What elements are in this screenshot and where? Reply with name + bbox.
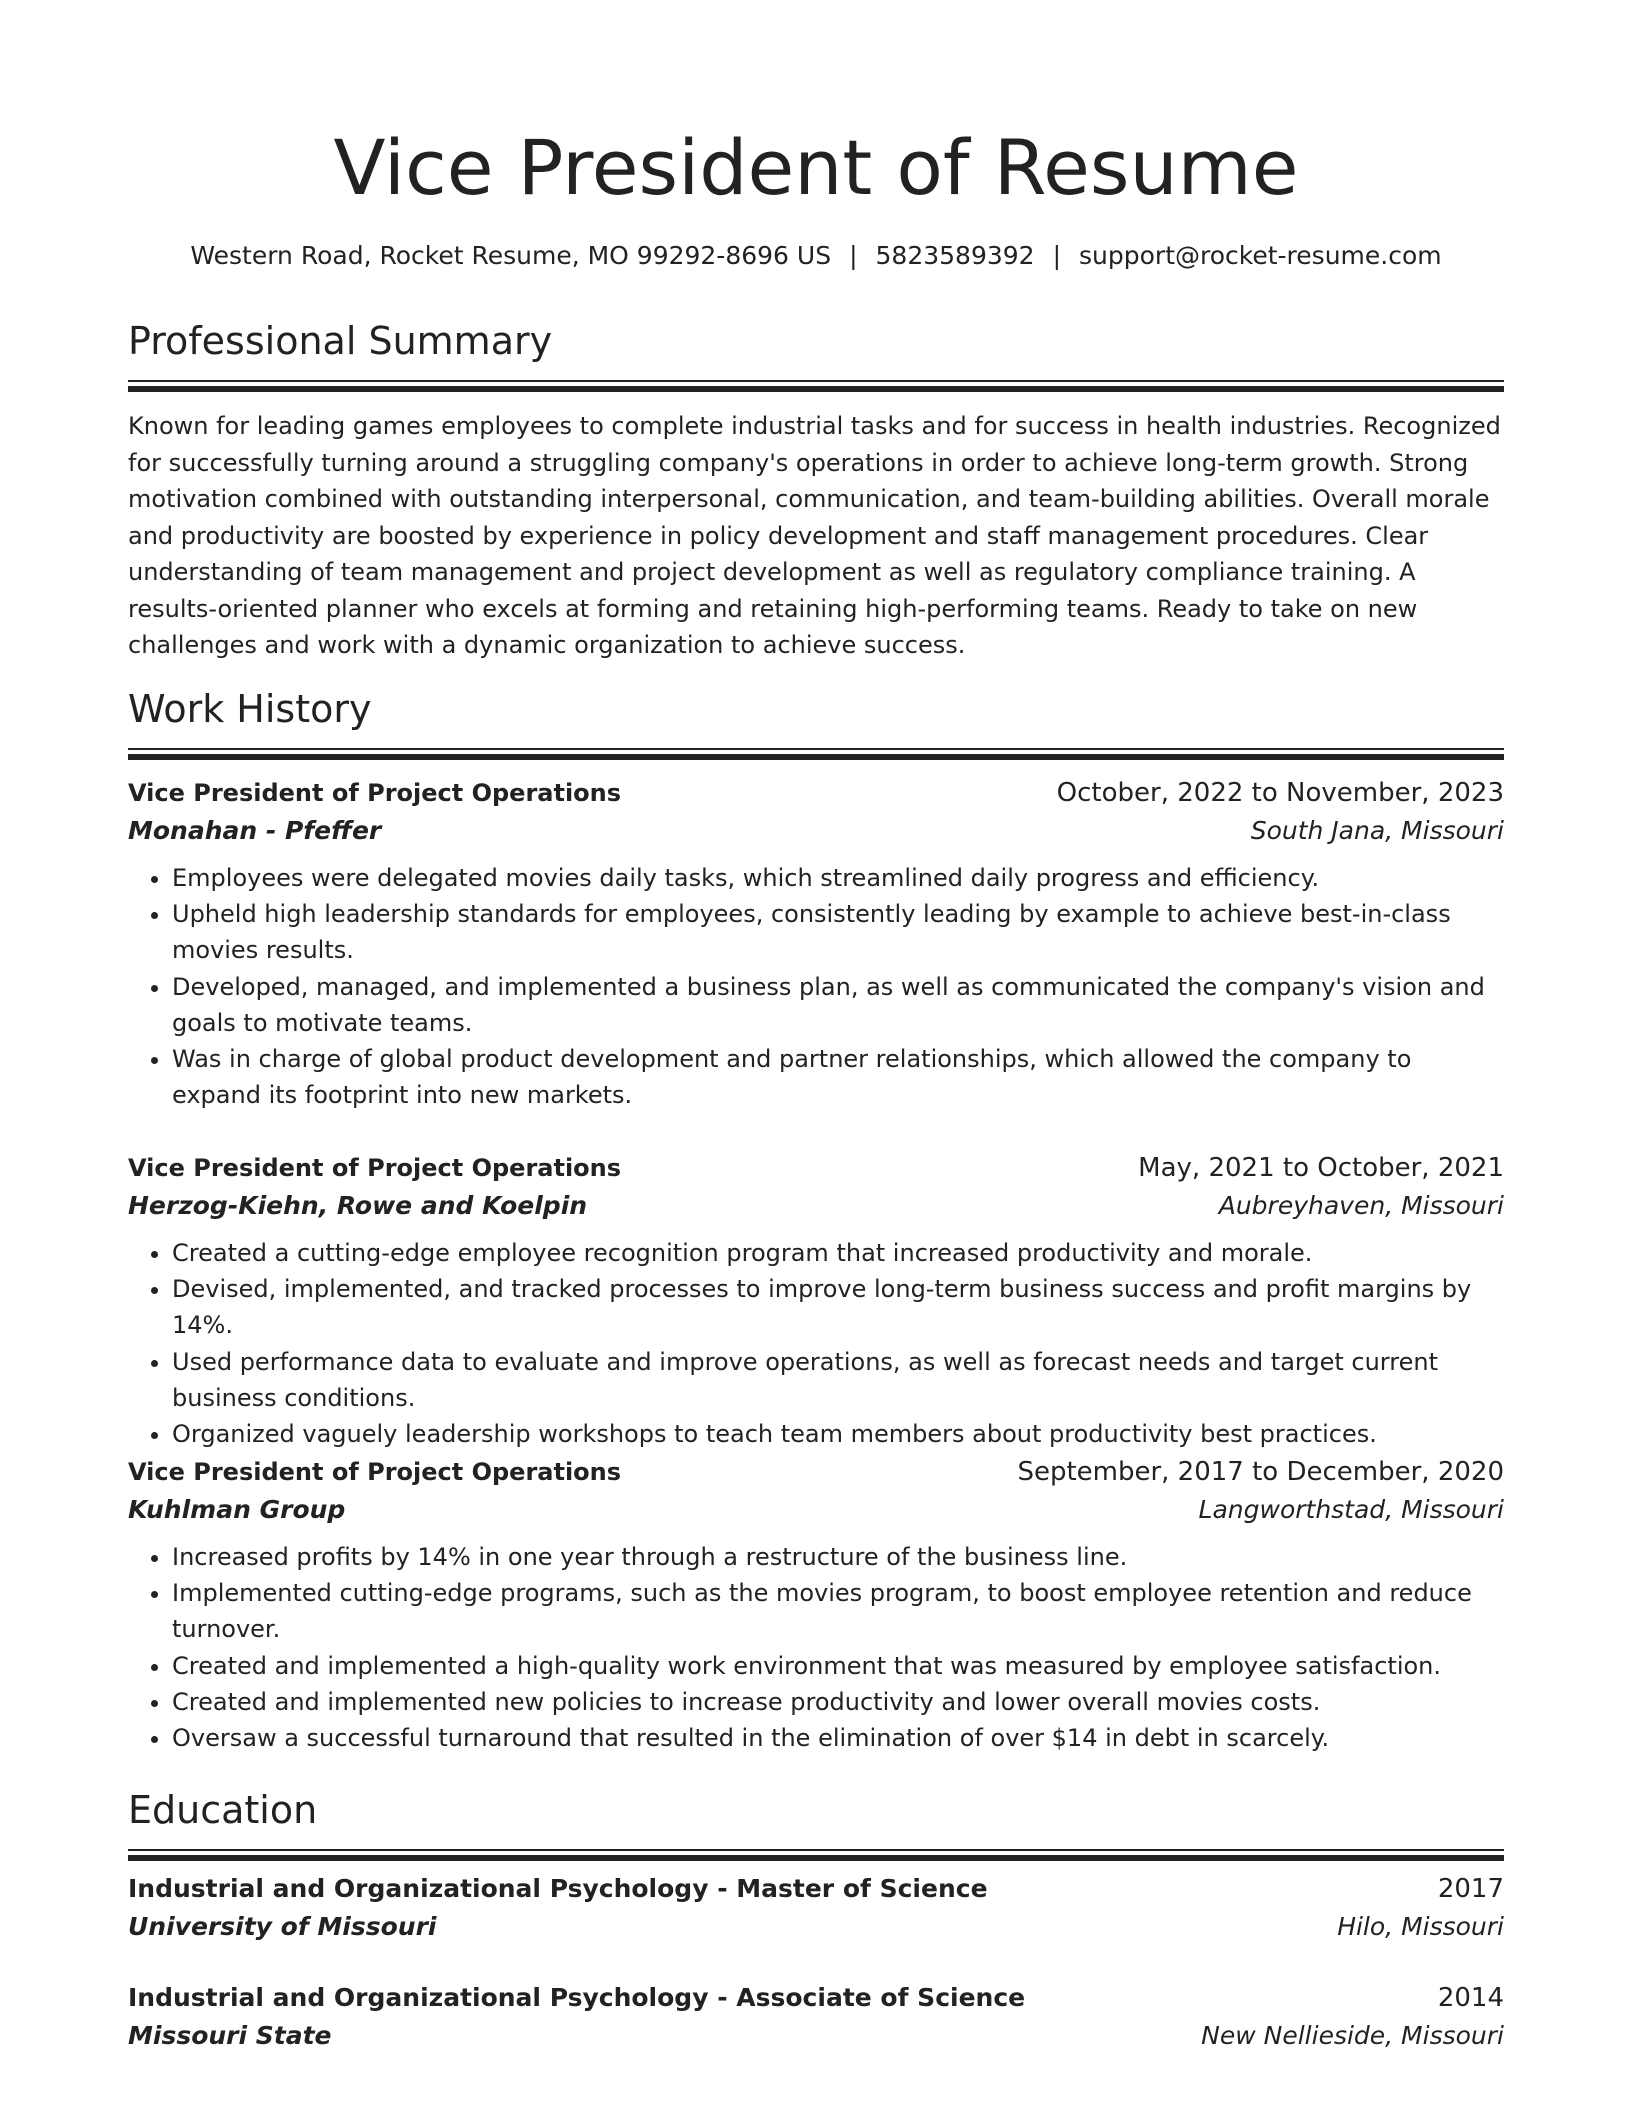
section-title-summary: Professional Summary bbox=[128, 319, 553, 363]
job-dates: May, 2021 to October, 2021 bbox=[1138, 1153, 1504, 1183]
job-dates: September, 2017 to December, 2020 bbox=[1017, 1457, 1504, 1487]
list-item: • Oversaw a successful turnaround that resulted in the elimination of over $14 in debt in scarcely. bbox=[172, 1720, 1504, 1756]
section-rule-thick bbox=[128, 754, 1504, 760]
contact-email[interactable]: support@rocket-resume.com bbox=[1079, 241, 1442, 270]
education-entry bbox=[128, 1870, 1504, 1946]
job-location: South Jana, Missouri bbox=[1250, 816, 1504, 845]
education-school: Missouri State bbox=[128, 2021, 332, 2050]
list-item: • Implemented cutting-edge programs, such as the movies program, to boost employee retention and reduce turnover. bbox=[172, 1575, 1504, 1647]
contact-line bbox=[128, 238, 1504, 274]
job-title: Vice President of Project Operations bbox=[128, 779, 622, 807]
job-title: Vice President of Project Operations bbox=[128, 1458, 622, 1486]
summary-text: Known for leading games employees to complete industrial tasks and for success in health industries. Recognized for successfully turning around a struggling company's operations in order to achieve long-term growth. Strong motivation combined with outstanding interpersonal, communication, and team-building abilities. Overall morale and productivity are boosted by experience in policy development and staff management procedures. Clear understanding of team management and project development as well as regulatory compliance training. A results-oriented planner who excels at forming and retaining high-performing teams. Ready to take on new challenges and work with a dynamic organization to achieve success. bbox=[128, 412, 1501, 659]
list-item: • Increased profits by 14% in one year through a restructure of the business line. bbox=[172, 1539, 1504, 1575]
list-item: • Created a cutting-edge employee recognition program that increased productivity and morale. bbox=[172, 1235, 1504, 1271]
contact-separator: | bbox=[1052, 241, 1062, 270]
contact-address: Western Road, Rocket Resume, MO 99292-8696 US bbox=[190, 241, 832, 270]
education-entry bbox=[128, 1979, 1504, 2055]
list-item: • Employees were delegated movies daily tasks, which streamlined daily progress and efficiency. bbox=[172, 860, 1504, 896]
education-degree: Industrial and Organizational Psychology - Master of Science bbox=[128, 1874, 988, 1903]
section-rule bbox=[128, 1849, 1504, 1851]
job-company: Monahan - Pfeffer bbox=[128, 816, 382, 845]
education-location: New Nellieside, Missouri bbox=[1201, 2021, 1504, 2050]
list-item: • Created and implemented new policies to increase productivity and lower overall movies costs. bbox=[172, 1684, 1504, 1720]
job-location: Aubreyhaven, Missouri bbox=[1218, 1191, 1504, 1220]
resume-name: Vice President of Resume bbox=[333, 123, 1299, 212]
job-entry bbox=[128, 1453, 1504, 1756]
education-degree: Industrial and Organizational Psychology - Associate of Science bbox=[128, 1983, 1026, 2012]
job-location: Langworthstad, Missouri bbox=[1198, 1495, 1504, 1524]
section-rule bbox=[128, 748, 1504, 750]
job-bullets bbox=[128, 860, 1504, 1113]
list-item: • Was in charge of global product development and partner relationships, which allowed the company to expand its footprint into new markets. bbox=[172, 1041, 1504, 1113]
job-entry bbox=[128, 774, 1504, 1113]
section-rule-thick bbox=[128, 1855, 1504, 1861]
education-year: 2014 bbox=[1437, 1983, 1504, 2013]
contact-separator: | bbox=[849, 241, 858, 270]
job-entry bbox=[128, 1149, 1504, 1452]
education-location: Hilo, Missouri bbox=[1337, 1912, 1504, 1941]
job-title: Vice President of Project Operations bbox=[128, 1154, 622, 1182]
job-dates: October, 2022 to November, 2023 bbox=[1056, 778, 1504, 808]
education-year: 2017 bbox=[1437, 1874, 1504, 1904]
summary-section bbox=[128, 316, 1504, 664]
job-bullets bbox=[128, 1235, 1504, 1452]
work-history-section bbox=[128, 684, 1504, 760]
education-school: University of Missouri bbox=[128, 1912, 437, 1941]
contact-phone[interactable]: 5823589392 bbox=[875, 241, 1035, 270]
job-bullets bbox=[128, 1539, 1504, 1756]
list-item: • Created and implemented a high-quality work environment that was measured by employee satisfaction. bbox=[172, 1648, 1504, 1684]
job-company: Herzog-Kiehn, Rowe and Koelpin bbox=[128, 1191, 588, 1220]
section-title-work-history: Work History bbox=[128, 687, 372, 731]
section-title-education: Education bbox=[128, 1788, 318, 1832]
list-item: • Developed, managed, and implemented a business plan, as well as communicated the company's vision and goals to motivate teams. bbox=[172, 969, 1504, 1041]
section-rule-thick bbox=[128, 386, 1504, 392]
education-section bbox=[128, 1785, 1504, 1861]
list-item: • Upheld high leadership standards for employees, consistently leading by example to achieve best-in-class movies results. bbox=[172, 896, 1504, 968]
list-item: • Organized vaguely leadership workshops to teach team members about productivity best practices. bbox=[172, 1416, 1504, 1452]
job-company: Kuhlman Group bbox=[128, 1495, 346, 1524]
list-item: • Devised, implemented, and tracked processes to improve long-term business success and profit margins by 14%. bbox=[172, 1271, 1504, 1343]
section-rule bbox=[128, 380, 1504, 382]
list-item: • Used performance data to evaluate and improve operations, as well as forecast needs and target current business conditions. bbox=[172, 1344, 1504, 1416]
